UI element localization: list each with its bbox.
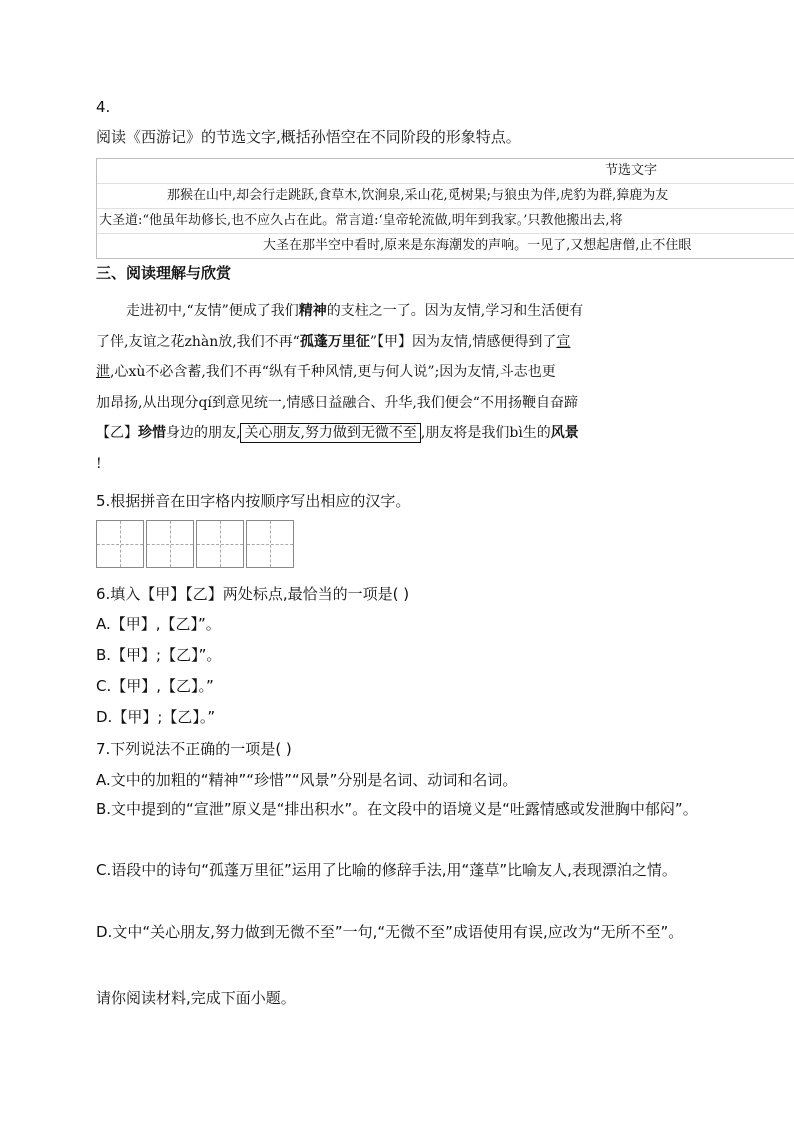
passage-line: 了伴,友谊之花zhàn放,我们不再“孤蓬万里征”【甲】因为友情,情感便得到了宣 [96,333,571,350]
boxed-sentence: 关心朋友,努力做到无微不至 [240,423,420,443]
bold-word-jingshen: 精神 [298,303,327,319]
excerpt-table [96,158,794,259]
q6-option-a[interactable]: A.【甲】,【乙】”。 [96,615,221,633]
question-6-text: 6.填入【甲】【乙】两处标点,最恰当的一项是( ) [96,585,410,603]
q7-option-d[interactable]: D.文中“关心朋友,努力做到无微不至”一句,“无微不至”成语使用有误,应改为“无所不至”。 [96,923,684,941]
tianzige-box[interactable] [196,520,244,568]
tianzige-box[interactable] [246,520,294,568]
q7-option-b[interactable]: B.文中提到的“宣泄”原义是“排出积水”。在文段中的语境义是“吐露情感或发泄胸中郁闷”。 [96,800,698,818]
passage-line: ! [96,455,102,472]
q7-option-c[interactable]: C.语段中的诗句“孤蓬万里征”运用了比喻的修辞手法,用“蓬草”比喻友人,表现漂泊之情。 [96,861,677,879]
question-5-text: 5.根据拼音在田字格内按顺序写出相应的汉字。 [96,492,411,510]
passage-line: 加昂扬,从出现分qí到意见统一,情感日益融合、升华,我们便会“不用扬鞭自奋蹄 [96,394,578,411]
bold-word-zhenxi: 珍惜 [138,425,166,441]
question-4-number: 4. [96,98,111,116]
underlined-word-xuan: 宣 [556,333,571,350]
tianzige-box[interactable] [96,520,144,568]
question-4-prompt: 阅读《西游记》的节选文字,概括孙悟空在不同阶段的形象特点。 [96,128,521,146]
q6-option-b[interactable]: B.【甲】;【乙】”。 [96,646,222,664]
passage-line: 泄,心xù不必含蓄,我们不再“纵有千种风情,更与何人说”;因为友情,斗志也更 [96,364,556,380]
passage-line: 走进初中,“友情”便成了我们精神的支柱之一了。因为友情,学习和生活便有 [126,303,584,319]
reading-passage [96,296,706,479]
table-row: 大圣在那半空中看时,原来是东海潮发的声响。一见了,又想起唐僧,止不住眼 [263,238,692,253]
question-7-text: 7.下列说法不正确的一项是( ) [96,740,292,758]
table-row: 大圣道:“他虽年劫修长,也不应久占在此。常言道:‘皇帝轮流做,明年到我家。’只教他搬出去,将 [97,209,794,234]
passage-line: 【乙】珍惜身边的朋友, 关心朋友,努力做到无微不至 ,朋友将是我们bì生的风景 [96,425,579,441]
bold-word-fengjing: 风景 [550,425,579,441]
table-row: 那猴在山中,却会行走跳跃,食草木,饮涧泉,采山花,觅树果;与狼虫为伴,虎豹为群,獐鹿为友 [97,184,794,209]
section-title: 三、阅读理解与欣赏 [96,264,232,282]
q6-option-c[interactable]: C.【甲】,【乙】。” [96,677,214,695]
underlined-word-xie: 泄 [96,364,110,380]
q7-option-a[interactable]: A.文中的加粗的“精神”“珍惜”“风景”分别是名词、动词和名词。 [96,771,518,789]
tianzige-grid [96,520,296,568]
bold-poem-line: 孤蓬万里征 [299,333,370,350]
table-header: 节选文字 [97,159,794,184]
footer-instruction: 请你阅读材料,完成下面小题。 [96,989,296,1007]
q6-option-d[interactable]: D.【甲】;【乙】。” [96,708,216,726]
tianzige-box[interactable] [146,520,194,568]
